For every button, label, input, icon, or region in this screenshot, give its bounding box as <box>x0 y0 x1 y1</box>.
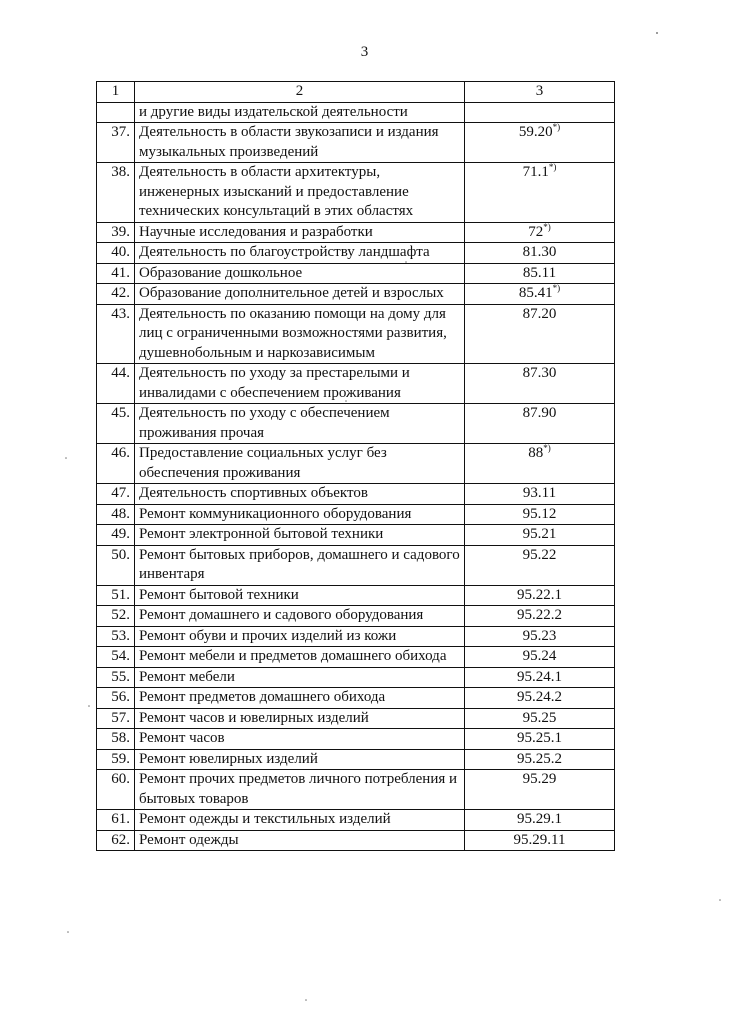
activity-code: 95.24.2 <box>517 689 562 705</box>
activity-code: 88 <box>528 445 544 461</box>
activity-code: 85.11 <box>522 264 557 281</box>
activity-name: Ремонт коммуникационного оборудования <box>135 504 465 525</box>
activity-name: Деятельность в области звукозаписи и издания музыкальных произведений <box>135 123 465 163</box>
row-number: 43. <box>97 304 135 364</box>
row-number: 51. <box>97 585 135 606</box>
activity-name: Деятельность спортивных объектов <box>135 484 465 505</box>
activity-code: 85.41 <box>518 285 553 301</box>
activity-name: Ремонт домашнего и садового оборудования <box>135 606 465 627</box>
row-number: 57. <box>97 708 135 729</box>
activity-code: 95.22 <box>522 546 557 563</box>
activity-name: Ремонт предметов домашнего обихода <box>135 688 465 709</box>
activity-name: Деятельность по уходу с обеспечением проживания прочая <box>135 404 465 444</box>
activity-name: Ремонт бытовых приборов, домашнего и садового инвентаря <box>135 545 465 585</box>
row-number: 49. <box>97 525 135 546</box>
row-number: 48. <box>97 504 135 525</box>
activity-name: и другие виды издательской деятельности <box>135 102 465 123</box>
activity-code: 72 <box>528 223 544 240</box>
row-number: 53. <box>97 626 135 647</box>
activity-code: 71.1 <box>522 164 549 180</box>
footnote-mark: *) <box>552 283 561 293</box>
activity-name: Деятельность по благоустройству ландшафта <box>135 243 465 264</box>
row-number: 56. <box>97 688 135 709</box>
activity-code: 95.25.1 <box>517 730 562 746</box>
activity-code: 81.30 <box>522 244 557 260</box>
row-number: 45. <box>97 404 135 444</box>
activity-name: Ремонт электронной бытовой техники <box>135 525 465 546</box>
row-number: 47. <box>97 484 135 505</box>
row-number: 37. <box>97 123 135 163</box>
activity-code: 87.90 <box>522 405 557 421</box>
page-number: 3 <box>360 44 369 60</box>
activity-code: 95.25 <box>522 709 557 726</box>
row-number: 50. <box>97 545 135 585</box>
activity-name: Ремонт прочих предметов личного потребления и бытовых товаров <box>135 770 465 810</box>
activity-name: Ремонт часов <box>135 729 465 750</box>
row-number: 54. <box>97 647 135 668</box>
activity-code: 59.20 <box>518 124 553 140</box>
activity-code: 95.29 <box>522 771 557 787</box>
activity-code: 93.11 <box>522 485 557 501</box>
row-number: 52. <box>97 606 135 627</box>
row-number: 58. <box>97 729 135 750</box>
footnote-mark: *) <box>543 443 551 453</box>
activity-code: 95.29.1 <box>517 811 562 827</box>
activity-code: 95.22.1 <box>517 586 562 603</box>
activity-code: 95.29.11 <box>513 831 566 848</box>
activity-code: 95.23 <box>522 627 557 644</box>
activity-name: Ремонт обуви и прочих изделий из кожи <box>135 626 465 647</box>
footnote-mark: *) <box>552 122 561 132</box>
row-number: 38. <box>97 163 135 223</box>
row-number: 41. <box>97 263 135 284</box>
activity-name: Предоставление социальных услуг без обеспечения проживания <box>135 444 465 484</box>
activity-code: 95.24 <box>522 648 557 664</box>
activity-code: 87.20 <box>522 305 557 322</box>
row-number: 61. <box>97 810 135 831</box>
column-header-activity: 2 <box>135 82 465 103</box>
row-number: 46. <box>97 444 135 484</box>
column-header-code: 3 <box>465 82 615 103</box>
activity-name: Ремонт мебели и предметов домашнего обихода <box>135 647 465 668</box>
activity-code: 95.25.2 <box>517 750 562 767</box>
activity-name: Деятельность по уходу за престарелыми и инвалидами с обеспечением проживания <box>135 364 465 404</box>
row-number: 42. <box>97 284 135 305</box>
activity-name: Образование дополнительное детей и взрослых <box>135 284 465 305</box>
activity-name: Ремонт часов и ювелирных изделий <box>135 708 465 729</box>
activity-name: Научные исследования и разработки <box>135 222 465 243</box>
row-number: 55. <box>97 667 135 688</box>
activity-name: Ремонт мебели <box>135 667 465 688</box>
activity-code: 95.24.1 <box>517 668 562 685</box>
row-number: 44. <box>97 364 135 404</box>
activity-name: Образование дошкольное <box>135 263 465 284</box>
activity-name: Ремонт одежды <box>135 830 465 851</box>
activity-code: 87.30 <box>522 365 557 381</box>
column-header-number: 1 <box>97 82 135 103</box>
row-number: 59. <box>97 749 135 770</box>
activity-name: Деятельность по оказанию помощи на дому для лиц с ограниченными возможностями развития, душевнобольным и наркозависимым <box>135 304 465 364</box>
activity-code: 95.21 <box>522 526 557 542</box>
activity-code: 95.12 <box>522 505 557 522</box>
row-number: 60. <box>97 770 135 810</box>
row-number: 39. <box>97 222 135 243</box>
row-number: 62. <box>97 830 135 851</box>
activity-name: Ремонт бытовой техники <box>135 585 465 606</box>
activity-name: Деятельность в области архитектуры, инженерных изысканий и предоставление технических консультаций в этих областях <box>135 163 465 223</box>
row-number: 40. <box>97 243 135 264</box>
activity-name: Ремонт ювелирных изделий <box>135 749 465 770</box>
activity-name: Ремонт одежды и текстильных изделий <box>135 810 465 831</box>
footnote-mark: *) <box>548 162 557 172</box>
footnote-mark: *) <box>543 221 551 232</box>
activity-code: 95.22.2 <box>517 607 562 623</box>
